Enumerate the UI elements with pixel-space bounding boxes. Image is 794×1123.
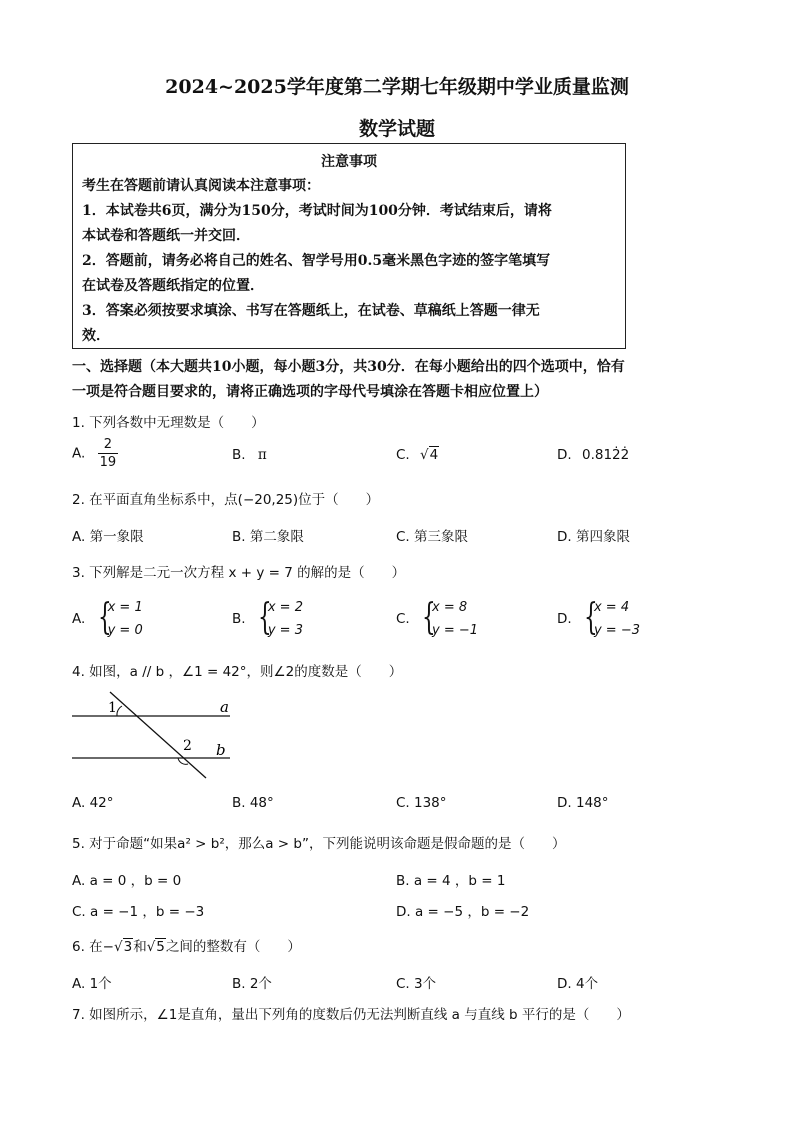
fraction (98, 436, 119, 471)
stem-text: 之间的整数有（ ） (165, 939, 301, 955)
question-2-option-d: D. 第四象限 (557, 529, 630, 545)
sqrt-radicand: 5 (156, 939, 165, 955)
question-6-option-d: D. 4个 (557, 976, 599, 992)
option-label: C. (396, 447, 410, 463)
stem-text: 和 (133, 939, 147, 955)
brace-icon: { (97, 597, 112, 638)
equation-row: y = −3 (593, 623, 640, 638)
label-angle-1: 1 (108, 700, 117, 716)
question-1-option-a (72, 436, 118, 471)
equation-system (258, 596, 303, 642)
option-label: C. (396, 611, 410, 627)
question-1-stem: 1. 下列各数中无理数是（ ） (72, 415, 265, 431)
option-label: B. (232, 611, 246, 627)
notice-line: 3．答案必须按要求填涂、书写在答题纸上，在试卷、草稿纸上答题一律无 (82, 303, 540, 319)
equation-system (98, 596, 143, 642)
equation-row: x = 2 (267, 600, 303, 615)
question-3-stem: 3. 下列解是二元一次方程 x + y = 7 的解的是（ ） (72, 565, 406, 581)
transversal-line (110, 692, 206, 778)
section-heading-line2: 一项是符合题目要求的，请将正确选项的字母代号填涂在答题卡相应位置上） (72, 384, 548, 400)
equation-system (422, 596, 478, 642)
equation-row: x = 1 (107, 600, 143, 615)
brace-icon: { (422, 597, 436, 638)
question-3-option-b (232, 596, 303, 642)
question-5-stem: 5. 对于命题“如果a² > b²，那么a > b”，下列能说明该命题是假命题的是（ ） (72, 836, 566, 852)
exam-subtitle: 数学试题 (358, 118, 435, 140)
notice-line: 2．答题前，请务必将自己的姓名、智学号用0.5毫米黑色字迹的签字笔填写 (82, 253, 551, 269)
question-6-stem (72, 935, 301, 955)
label-line-b: b (216, 741, 226, 759)
option-label: A. (72, 445, 86, 462)
question-3-option-c (396, 596, 478, 642)
question-2-option-a: A. 第一象限 (72, 529, 144, 545)
notice-intro: 考生在答题前请认真阅读本注意事项： (82, 178, 320, 194)
question-1-option-c (396, 447, 439, 463)
question-5-option-d: D. a = −5 ，b = −2 (396, 904, 530, 920)
sqrt-radicand: 4 (429, 447, 439, 463)
question-6-option-c: C. 3个 (396, 976, 437, 992)
stem-text: 6. 在− (72, 939, 114, 955)
equation-row: x = 4 (593, 600, 630, 615)
question-4-option-b: B. 48° (232, 795, 274, 811)
label-angle-2: 2 (183, 738, 192, 754)
label-line-a: a (220, 698, 229, 716)
question-2-option-b: B. 第二象限 (232, 529, 304, 545)
question-2-stem: 2. 在平面直角坐标系中，点(−20,25)位于（ ） (72, 492, 380, 508)
question-1-option-b (232, 447, 267, 463)
angle-1-arc (117, 706, 122, 716)
sqrt-radicand: 3 (123, 939, 133, 955)
question-2-option-c: C. 第三象限 (396, 529, 469, 545)
notice-line: 本试卷和答题纸一并交回． (82, 228, 250, 244)
sqrt-symbol: √ (146, 939, 156, 955)
notice-line: 1．本试卷共6页，满分为150分，考试时间为100分钟．考试结束后，请将 (82, 203, 552, 219)
sqrt-symbol: √ (113, 939, 123, 955)
equation-row: y = 0 (107, 623, 143, 638)
question-1-option-d (557, 447, 629, 463)
fraction-denominator: 19 (99, 455, 117, 470)
notice-line: 在试卷及答题纸指定的位置． (82, 278, 264, 294)
option-label: A. (72, 611, 86, 627)
parallel-lines-figure (70, 688, 240, 783)
notice-line: 效． (82, 328, 110, 344)
question-5-option-b: B. a = 4 ，b = 1 (396, 873, 506, 889)
question-3-option-a (72, 596, 143, 642)
question-6-option-b: B. 2个 (232, 976, 272, 992)
brace-icon: { (257, 597, 272, 638)
fraction-numerator: 2 (98, 436, 119, 454)
option-label: D. (557, 611, 572, 627)
question-5-option-a: A. a = 0 ，b = 0 (72, 873, 182, 889)
question-6-option-a: A. 1个 (72, 976, 112, 992)
question-3-option-d (557, 596, 640, 642)
question-5-option-c: C. a = −1 ，b = −3 (72, 904, 205, 920)
equation-row: y = 3 (267, 623, 303, 638)
question-4-option-a: A. 42° (72, 795, 114, 811)
section-heading-line1: 一、选择题（本大题共10小题，每小题3分，共30分．在每小题给出的四个选项中，恰有 (72, 359, 625, 375)
option-text: 0.812̇2̇ (581, 447, 630, 463)
question-4-stem: 4. 如图，a // b ，∠1 = 42°，则∠2的度数是（ ） (72, 664, 403, 680)
equation-row: y = −1 (432, 623, 479, 638)
exam-title: 2024~2025学年度第二学期七年级期中学业质量监测 (165, 76, 629, 98)
sqrt-symbol: √ (420, 447, 429, 463)
question-4-option-c: C. 138° (396, 795, 447, 811)
question-7-stem: 7. 如图所示，∠1是直角，量出下列角的度数后仍无法判断直线 a 与直线 b 平行的是（ ） (72, 1007, 630, 1023)
question-4-option-d: D. 148° (557, 795, 609, 811)
brace-icon: { (583, 597, 598, 638)
equation-row: x = 8 (432, 600, 468, 615)
option-text: π (257, 447, 267, 463)
notice-heading: 注意事项 (321, 154, 377, 170)
option-label: D. (557, 447, 572, 463)
equation-system (584, 596, 640, 642)
option-label: B. (232, 447, 246, 463)
